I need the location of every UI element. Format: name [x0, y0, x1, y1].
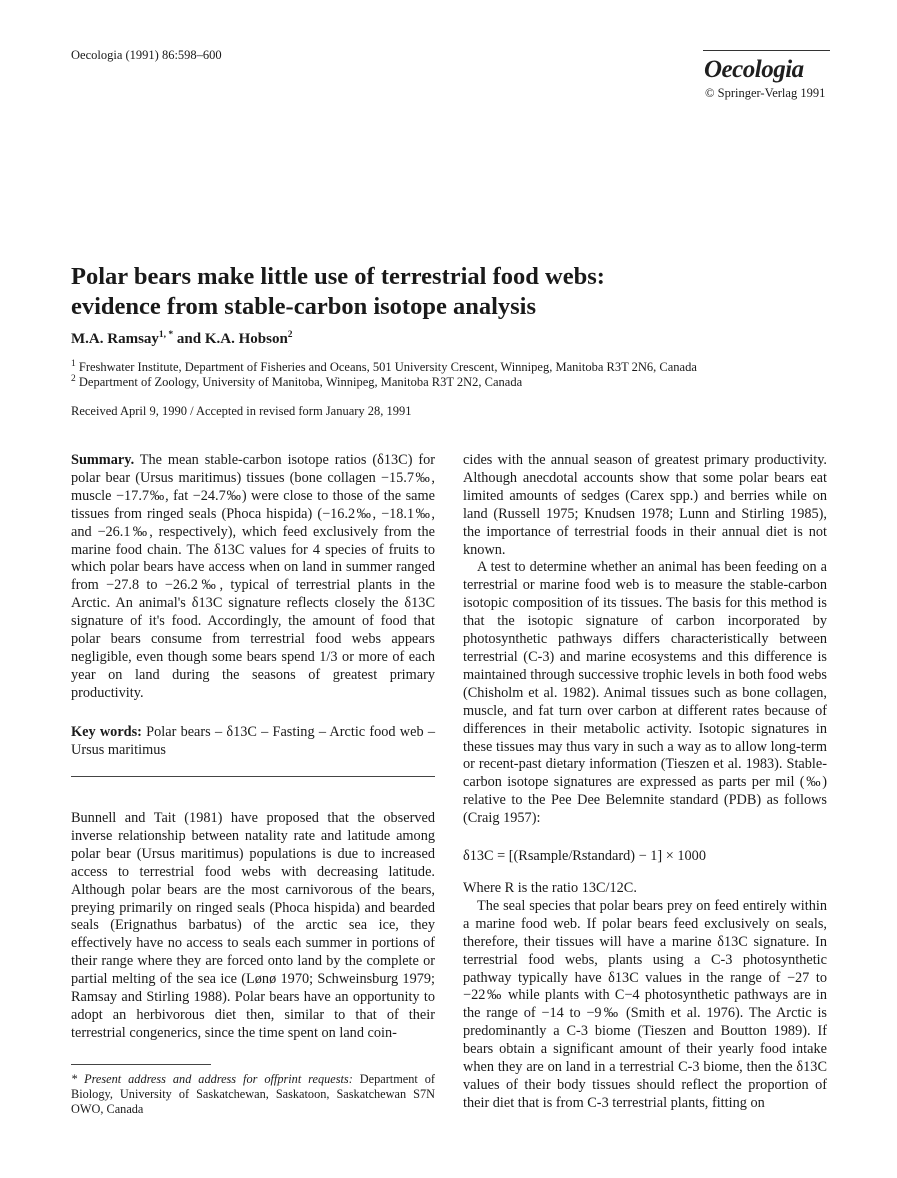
right-column-bottom	[463, 880, 827, 1113]
right-column-top	[463, 452, 827, 828]
logo-rule	[703, 50, 830, 51]
intro-left-column	[71, 810, 435, 1043]
copyright-notice: © Springer-Verlag 1991	[705, 86, 826, 100]
affiliation-1	[71, 360, 697, 375]
author-conjunction: and	[173, 331, 205, 347]
right-paragraph-3: Where R is the ratio 13C/12C.	[463, 880, 637, 896]
affiliation-1-number: 1	[71, 358, 76, 369]
author-1-marks: 1, *	[158, 330, 174, 340]
footnote-label: * Present address and address for offprint requests:	[71, 1072, 353, 1086]
affiliation-2-number: 2	[71, 373, 76, 384]
right-paragraph-1: cides with the annual season of greatest primary productivity. Although anecdotal accounts show that some polar bears eat limited amounts of sedges (Carex spp.) and berries while on land (Russell 1975; Knudsen 1978; Lunn and Stirling 1985), the importance of terrestrial foods in their annual diet is not known.	[463, 452, 827, 558]
author-2: K.A. Hobson	[204, 331, 288, 347]
summary-label: Summary.	[71, 452, 135, 468]
right-paragraph-4: The seal species that polar bears prey on feed entirely within a marine food web. If polar bears feed exclusively on seals, therefore, their tissues will have a marine δ13C signature. In terrestrial food webs, plants using a C-3 photosynthetic pathway typically have δ13C values in the range of −27 to −22‰ while plants with C−4 photosynthetic pathways are in the range of −14 to −9‰ (Smith et al. 1976). The Arctic is predominantly a C-3 biome (Tieszen and Boutton 1989). If bears obtain a significant amount of their yearly food intake when they are on land in a terrestrial C-3 biome, then the δ13C values of their body tissues should reflect the proportion of their diet that is from C-3 terrestrial plants, fitting on	[463, 897, 827, 1111]
keywords-text: Polar bears – δ13C – Fasting – Arctic food web – Ursus maritimus	[71, 724, 435, 758]
summary-text: The mean stable-carbon isotope ratios (δ13C) for polar bear (Ursus maritimus) tissues (bone collagen −15.7‰, muscle −17.7‰, fat −24.7‰) were close to those of the same tissues from ringed seals (Phoca hispida) (−16.2‰, −18.1‰, and −26.1‰, respectively), which feed exclusively from the marine food chain. The δ13C values for 4 species of fruits to which polar bears have access when on land in summer ranged from −27.8 to −26.2‰, typical of terrestrial plants in the Arctic. An animal's δ13C signature reflects closely the δ13C signature of it's food. Accordingly, the amount of food that polar bears consume from terrestrial food webs appears negligible, even though some bears spend 1/3 or more of each year on land during the seasons of greatest primary productivity.	[71, 452, 435, 701]
isotope-formula: δ13C = [(Rsample/Rstandard) − 1] × 1000	[463, 848, 706, 864]
journal-logo: Oecologia	[704, 56, 804, 83]
affiliation-2-text: Department of Zoology, University of Manitoba, Winnipeg, Manitoba R3T 2N2, Canada	[75, 375, 523, 389]
intro-paragraph-1: Bunnell and Tait (1981) have proposed that the observed inverse relationship between natality rate and latitude among polar bear (Ursus maritimus) populations is due to increased access to terrestrial food webs with decreasing latitude. Although polar bears are the most carnivorous of the bears, preying primarily on ringed seals (Phoca hispida) and bearded seals (Erignathus barbatus) of the arctic sea ice, they effectively have no access to seals each summer in portions of their range where they are forced onto land by the complete or partial melting of the sea ice (Lønø 1970; Schweinsburg 1979; Ramsay and Stirling 1988). Polar bears have an opportunity to adopt an herbivorous diet then, similar to that of their terrestrial congenerics, since the time spent on land coin-	[71, 810, 435, 1041]
title-line-2: evidence from stable-carbon isotope analysis	[71, 293, 537, 320]
section-divider	[71, 776, 435, 777]
article-title	[71, 262, 841, 322]
affiliation-2	[71, 375, 522, 390]
journal-citation: Oecologia (1991) 86:598–600	[71, 48, 222, 62]
footnote	[71, 1072, 435, 1117]
affiliation-1-text: Freshwater Institute, Department of Fisheries and Oceans, 501 University Crescent, Winnipeg, Manitoba R3T 2N6, Canada	[75, 360, 697, 374]
right-paragraph-2: A test to determine whether an animal has been feeding on a terrestrial or marine food web is to measure the stable-carbon isotopic composition of its tissues. The basis for this method is that the isotopic signature of carbon incorporated by photosynthetic pathways differs characteristically between terrestrial (C-3) and marine ecosystems and this difference is maintained through successive trophic levels in both food webs (Chisholm et al. 1982). Animal tissues such as bone collagen, muscle, and fat turn over carbon at different rates because of differences in their metabolic activity. Isotopic signatures in these tissues may thus vary in such a way as to allow long-term or recent-past dietary information (Tieszen et al. 1983). Stable-carbon isotope signatures are expressed as parts per mil (‰) relative to the Pee Dee Belemnite standard (PDB) as follows (Craig 1957):	[463, 559, 827, 827]
author-line	[71, 331, 293, 348]
received-dates: Received April 9, 1990 / Accepted in revised form January 28, 1991	[71, 404, 412, 418]
footnote-text: Department of Biology, University of Saskatchewan, Saskatoon, Saskatchewan S7N OWO, Canada	[71, 1072, 435, 1116]
summary-block	[71, 452, 435, 703]
footnote-rule	[71, 1064, 211, 1065]
author-2-marks: 2	[287, 330, 293, 340]
keywords-label: Key words:	[71, 724, 142, 740]
author-1: M.A. Ramsay	[71, 331, 159, 347]
keywords-block	[71, 724, 435, 760]
title-line-1: Polar bears make little use of terrestrial food webs:	[71, 263, 605, 290]
